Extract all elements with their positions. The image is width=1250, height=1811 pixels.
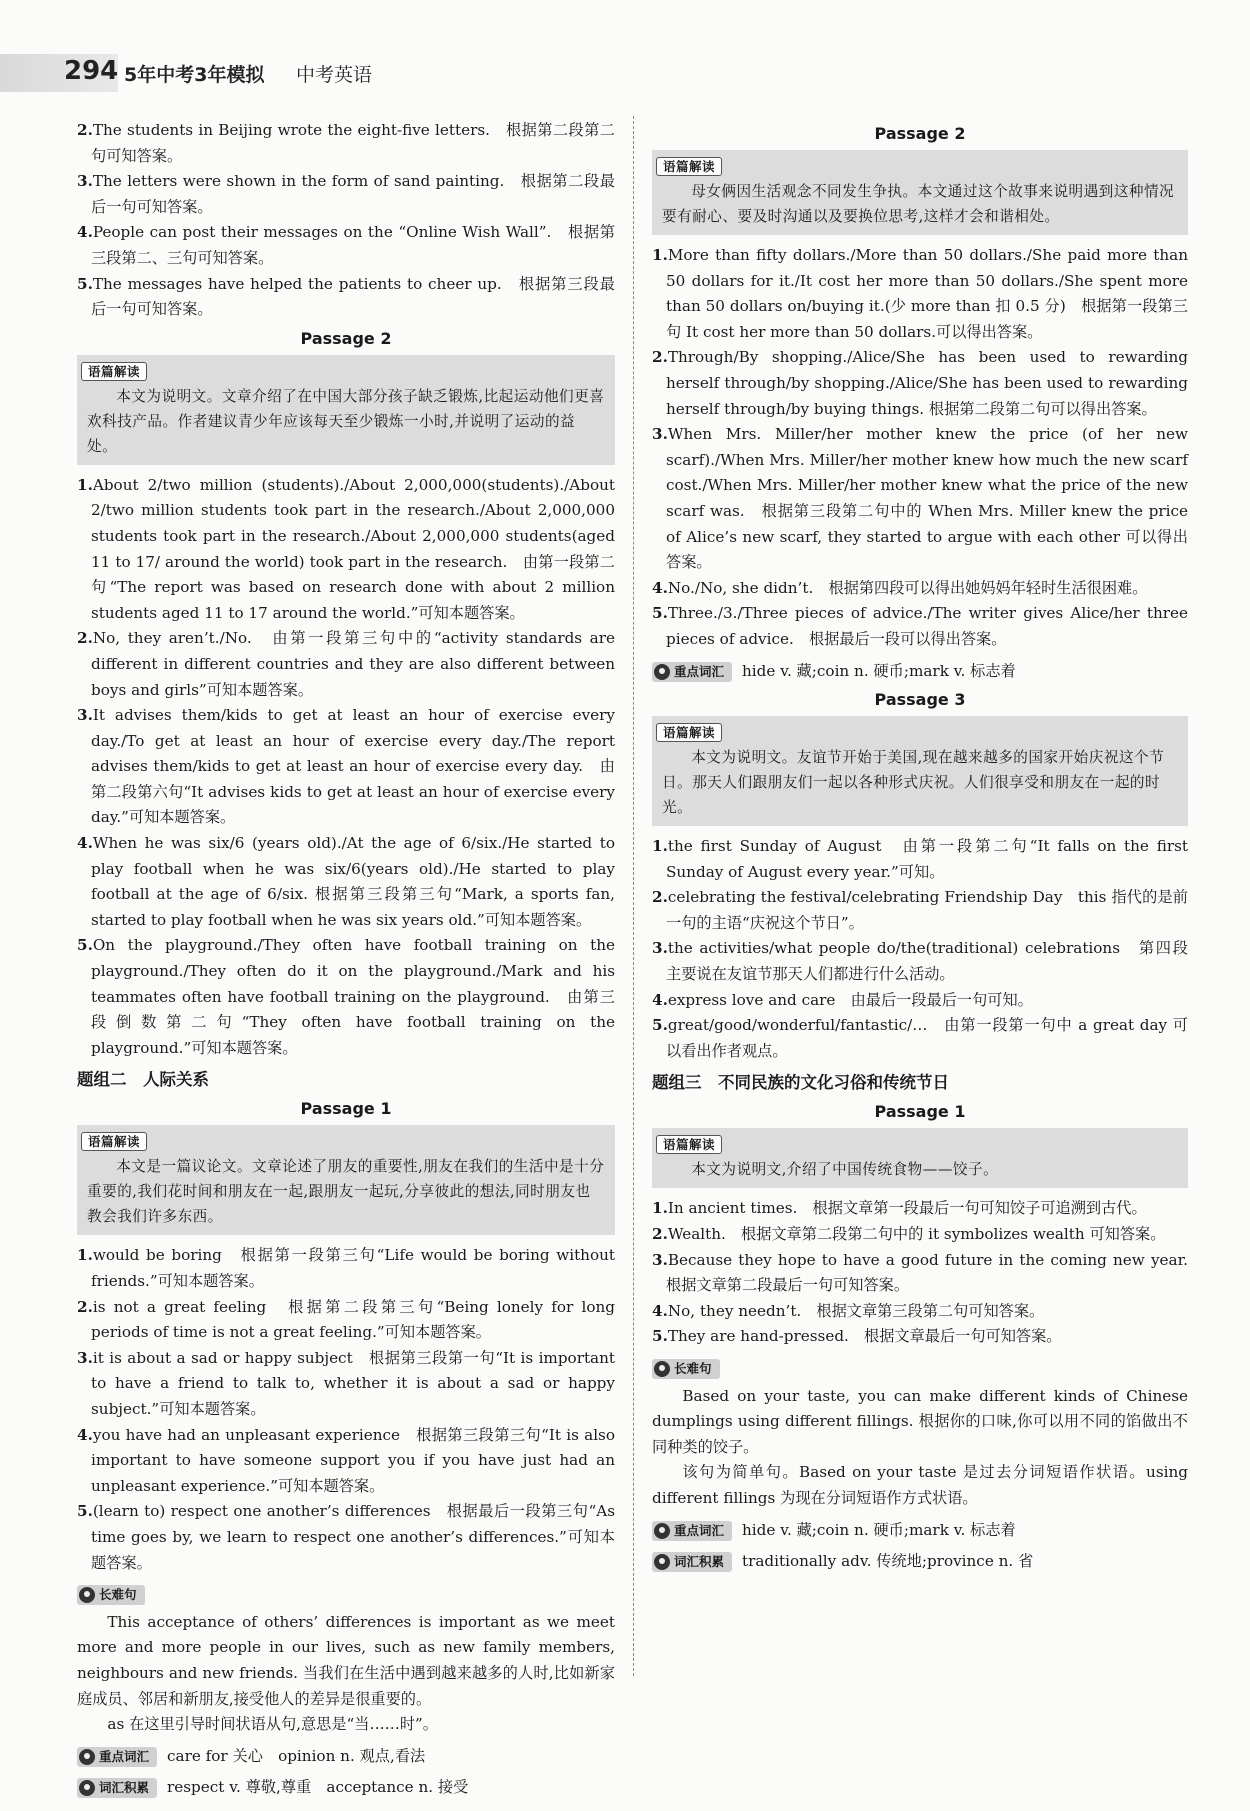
answer-item: 1.More than fifty dollars./More than 50 dollars./She paid more than 50 dollars for it./It cost her more than 50 dollars./She spent more than 50 dollars on/buying it.(少 more than 扣 0.5 分) 根据第一段第三句 It cost her more than 50 dollars.可以得出答案。: [652, 246, 1188, 341]
p2-answers: [77, 473, 615, 1062]
answer-item: 4.When he was six/6 (years old)./At the age of 6/six./He started to play football when he was six/6(years old)./He started to play football at the age of 6/six. 根据第三段第三句“Mark, a sports fan, started to play football when he was six years old.”可知本题答案。: [77, 834, 615, 929]
key-vocab-text: care for 关心 opinion n. 观点,看法: [167, 1746, 426, 1765]
p2-answers: [652, 243, 1188, 653]
book-title: 5年中考3年模拟: [124, 64, 265, 86]
answer-item: 1.would be boring 根据第一段第三句“Life would be boring without friends.”可知本题答案。: [77, 1246, 615, 1290]
answer-item: 4.No./No, she didn’t. 根据第四段可以得出她妈妈年轻时生活很困难。: [652, 578, 1148, 597]
key-vocab-section: [652, 659, 1188, 685]
box-tag: 语篇解读: [81, 1132, 147, 1151]
box-tag: 语篇解读: [656, 723, 722, 742]
passage-title: Passage 1: [874, 1102, 966, 1122]
answer-item: 1.In ancient times. 根据文章第一段最后一句可知饺子可追溯到古代。: [652, 1199, 1147, 1218]
answer-item: 5.great/good/wonderful/fantastic/… 由第一段第一句中 a great day 可以看出作者观点。: [652, 1016, 1188, 1060]
answer-item: 4.express love and care 由最后一段最后一句可知。: [652, 990, 1033, 1009]
long-sentence-tag: 长难句: [77, 1585, 145, 1605]
long-sentence-section: [652, 1356, 1188, 1382]
answer-item: 5.(learn to) respect one another’s differences 根据最后一段第三句“As time goes by, we learn to respect one another’s differences.”可知本题答案。: [77, 1502, 615, 1572]
key-vocab-text: hide v. 藏;coin n. 硬币;mark v. 标志着: [742, 661, 1016, 680]
answer-item: 4.you have had an unpleasant experience 根据第三段第三句“It is also important to have someone support you if you have just had an unpleasant experience.”可知本题答案。: [77, 1425, 615, 1495]
reading-analysis-box: [652, 1128, 1188, 1188]
right-column: [652, 118, 1204, 1577]
answer-item: 2.No, they aren’t./No. 由第一段第三句中的“activity standards are different in different countries and they are also different between boys and girls”可知本题答案。: [77, 629, 615, 699]
passage-title: Passage 3: [874, 690, 966, 710]
bulb-icon: [79, 1749, 95, 1765]
box-text: 本文为说明文。友谊节开始于美国,现在越来越多的国家开始庆祝这个节日。那天人们跟朋友们一起以各种形式庆祝。人们很享受和朋友在一起的时光。: [662, 749, 1165, 817]
long-sentence-note: as 在这里引导时间状语从句,意思是“当……时”。: [107, 1715, 438, 1734]
box-text: 母女俩因生活观念不同发生争执。本文通过这个故事来说明遇到这种情况要有耐心、要及时沟通以及要换位思考,这样才会和谐相处。: [662, 183, 1175, 225]
bulb-icon: [79, 1780, 95, 1796]
reading-analysis-box: [652, 716, 1188, 826]
answer-item: 3.It advises them/kids to get at least an hour of exercise every day./To get at least an hour of exercise every day./The report advises them/kids to get at least an hour of exercise every day. 由第二段第六句“It advises kids to get at least an hour of exercise every day.”可知本题答案。: [77, 706, 615, 827]
long-sentence-note: 该句为简单句。Based on your taste 是过去分词短语作状语。using different fillings 为现在分词短语作方式状语。: [652, 1463, 1188, 1507]
key-vocab-tag: 重点词汇: [77, 1747, 157, 1767]
long-sentence-text: This acceptance of others’ differences is important as we meet more and more people in our lives, such as new family members, neighbours and new friends. 当我们在生活中遇到越来越多的人时,比如新家庭成员、邻居和新朋友,接受他人的差异是很重要的。: [77, 1612, 615, 1708]
box-text: 本文为说明文。文章介绍了在中国大部分孩子缺乏锻炼,比起运动他们更喜欢科技产品。作者建议青少年应该每天至少锻炼一小时,并说明了运动的益处。: [87, 387, 605, 455]
long-sentence-text: Based on your taste, you can make different kinds of Chinese dumplings using different fillings. 根据你的口味,你可以用不同的馅做出不同种类的饺子。: [652, 1386, 1188, 1456]
answer-item: 3.the activities/what people do/the(traditional) celebrations 第四段主要说在友谊节那天人们都进行什么活动。: [652, 939, 1188, 984]
answer-item: 3.The letters were shown in the form of sand painting. 根据第二段最后一句可知答案。: [77, 172, 615, 216]
bulb-icon: [654, 1523, 670, 1539]
bulb-icon: [654, 664, 670, 680]
bulb-icon: [79, 1587, 95, 1603]
key-vocab-section: [77, 1744, 615, 1770]
answer-item: 2.The students in Beijing wrote the eight-five letters. 根据第二段第二句可知答案。: [77, 121, 615, 165]
p3-answers: [652, 834, 1188, 1064]
answer-item: 1.the first Sunday of August 由第一段第二句“It falls on the first Sunday of August every year.”可知。: [652, 837, 1188, 881]
bulb-icon: [654, 1554, 670, 1570]
answer-item: 2.is not a great feeling 根据第二段第三句“Being lonely for long periods of time is not a great feeling.”可知本题答案。: [77, 1297, 615, 1342]
key-vocab-text: hide v. 藏;coin n. 硬币;mark v. 标志着: [742, 1520, 1016, 1539]
key-vocab-tag: 重点词汇: [652, 1521, 732, 1541]
passage-title: Passage 1: [300, 1099, 392, 1119]
page-number-box: [0, 54, 118, 92]
long-sentence-tag: 长难句: [652, 1359, 720, 1379]
answer-item: 3.Because they hope to have a good future in the coming new year. 根据文章第二段最后一句可知答案。: [652, 1250, 1204, 1295]
passage-title: Passage 2: [300, 328, 392, 348]
answer-item: 1.About 2/two million (students)./About 2,000,000(students)./About 2/two million students took part in the research./About 2,000,000 students took part in the research./About 2,000,000 students(aged 11 to 17/ around the world) took part in the research. 由第一段第二句“The report was based on research done with about 2 million students aged 11 to 17 around the world.”可知本题答案。: [77, 475, 615, 622]
reading-analysis-box: [77, 355, 615, 465]
box-tag: 语篇解读: [656, 1135, 722, 1154]
g2p1-answers: [77, 1243, 615, 1576]
answer-item: 3.it is about a sad or happy subject 根据第三段第一句“It is important to have a friend to talk to, whether it is about a sad or happy subject.”可知本题答案。: [77, 1348, 615, 1418]
page-number: 294: [64, 56, 119, 86]
page-header: [0, 54, 1250, 92]
vocab-accum-tag: 词汇积累: [77, 1778, 157, 1798]
p1-answers: [77, 118, 615, 323]
answer-item: 2.celebrating the festival/celebrating Friendship Day this 指代的是前一句的主语“庆祝这个节日”。: [652, 888, 1188, 932]
key-vocab-section: [652, 1518, 1188, 1544]
vocab-accum-text: respect v. 尊敬,尊重 acceptance n. 接受: [167, 1778, 469, 1797]
answer-item: 5.Three./3./Three pieces of advice./The writer gives Alice/her three pieces of advice. 根据最后一段可以得出答案。: [652, 604, 1188, 648]
vocab-accum-section: [77, 1775, 615, 1801]
book-subject: 中考英语: [296, 64, 373, 86]
answer-item: 5.On the playground./They often have football training on the playground./They often do it on the playground./Mark and his teammates often have football training on the playground. 由第三段倒数第二句“They often have football training on the playground.”可知本题答案。: [77, 936, 615, 1057]
answer-item: 4.No, they needn’t. 根据文章第三段第二句可知答案。: [652, 1301, 1045, 1320]
answer-item: 2.Through/By shopping./Alice/She has been used to rewarding herself through/by shopping./Alice/She has been used to rewarding herself through/by buying things. 根据第二段第二句可以得出答案。: [652, 348, 1188, 418]
g3p1-answers: [652, 1196, 1204, 1350]
answer-item: 2.Wealth. 根据文章第二段第二句中的 it symbolizes wealth 可知答案。: [652, 1225, 1166, 1244]
vocab-accum-section: [652, 1549, 1188, 1575]
answer-item: 5.The messages have helped the patients to cheer up. 根据第三段最后一句可知答案。: [77, 274, 615, 319]
group-title: 题组三 不同民族的文化习俗和传统节日: [652, 1073, 949, 1093]
column-divider: [633, 116, 634, 1676]
key-vocab-tag: 重点词汇: [652, 662, 732, 682]
bulb-icon: [654, 1361, 670, 1377]
answer-item: 3.When Mrs. Miller/her mother knew the price (of her new scarf)./When Mrs. Miller/her mother knew how much the new scarf cost./When Mrs. Miller/her mother knew what the price of the new scarf was. 根据第三段第二句中的 When Mrs. Miller knew the price of Alice’s new scarf, they started to argue with each other 可以得出答案。: [652, 425, 1188, 572]
passage-title: Passage 2: [874, 124, 966, 143]
group-title: 题组二 人际关系: [77, 1070, 209, 1090]
answer-item: 5.They are hand-pressed. 根据文章最后一句可知答案。: [652, 1327, 1062, 1346]
box-text: 本文为说明文,介绍了中国传统食物——饺子。: [691, 1161, 999, 1179]
left-column: [77, 118, 615, 1803]
long-sentence-section: [77, 1582, 615, 1608]
reading-analysis-box: [77, 1125, 615, 1235]
vocab-accum-text: traditionally adv. 传统地;province n. 省: [742, 1552, 1034, 1571]
box-text: 本文是一篇议论文。文章论述了朋友的重要性,朋友在我们的生活中是十分重要的,我们花时间和朋友在一起,跟朋友一起玩,分享彼此的想法,同时朋友也教会我们许多东西。: [87, 1158, 605, 1226]
box-tag: 语篇解读: [81, 362, 147, 381]
vocab-accum-tag: 词汇积累: [652, 1552, 732, 1572]
reading-analysis-box: [652, 150, 1188, 235]
box-tag: 语篇解读: [656, 157, 722, 176]
answer-item: 4.People can post their messages on the “Online Wish Wall”. 根据第三段第二、三句可知答案。: [77, 223, 615, 267]
